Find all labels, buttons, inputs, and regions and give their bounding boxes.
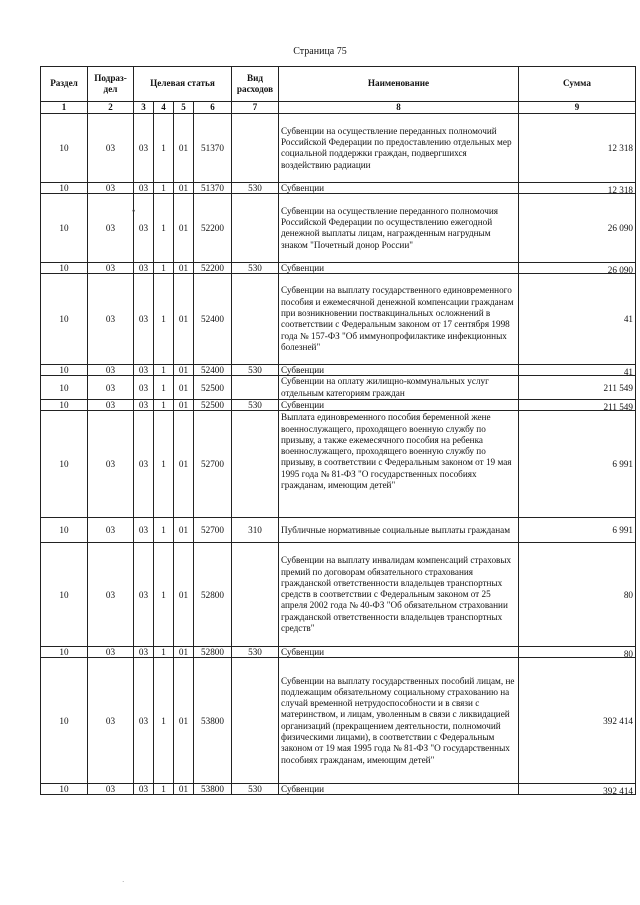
cell-target-part3: 01 <box>174 376 194 400</box>
cell-target-code: 52800 <box>194 647 232 658</box>
cell-podrazdel: 03 <box>88 658 134 784</box>
cell-target-part3: 01 <box>174 647 194 658</box>
table-row <box>41 647 636 658</box>
cell-naimenovanie: Субвенции на выплату государственного единовременного пособия и ежемесячной денежной компенсации гражданам при возникновении поствакцинальных осложнений в соответствии с Федеральным законом от 17 сентября 1998 года № 157-ФЗ "Об иммунопрофилактике инфекционных болезней" <box>279 274 519 365</box>
cell-target-part3: 01 <box>174 114 194 183</box>
cell-summa: 392 414 <box>519 658 636 784</box>
cell-summa <box>519 365 636 376</box>
cell-razdel: 10 <box>41 784 88 795</box>
column-number: 5 <box>174 102 194 114</box>
cell-vid-rashodov: 530 <box>232 183 279 194</box>
table-row <box>41 263 636 274</box>
cell-target-code: 52200 <box>194 263 232 274</box>
summa-value: 26 090 <box>607 265 633 274</box>
cell-target-code: 52700 <box>194 518 232 543</box>
cell-target-part3: 01 <box>174 365 194 376</box>
cell-target-part2: 1 <box>154 518 174 543</box>
cell-target-part3: 01 <box>174 274 194 365</box>
cell-podrazdel: 03 <box>88 263 134 274</box>
table-row <box>41 274 636 365</box>
cell-naimenovanie: Субвенции <box>279 400 519 411</box>
column-number: 9 <box>519 102 636 114</box>
table-row <box>41 194 636 263</box>
cell-target-part2: 1 <box>154 411 174 518</box>
header-summa: Сумма <box>519 67 636 102</box>
cell-target-code: 51370 <box>194 183 232 194</box>
cell-target-part1: 03 <box>134 518 154 543</box>
cell-target-code: 52400 <box>194 274 232 365</box>
table-row <box>41 400 636 411</box>
cell-target-part3: 01 <box>174 543 194 647</box>
cell-naimenovanie: Субвенции <box>279 263 519 274</box>
cell-razdel: 10 <box>41 274 88 365</box>
cell-naimenovanie: Субвенции <box>279 365 519 376</box>
header-vid-rashodov: Вид расходов <box>232 67 279 102</box>
cell-naimenovanie: Выплата единовременного пособия беременной жене военнослужащего, проходящего военную службу по призыву, а также ежемесячного пособия на ребенка военнослужащего, проходящего военную службу по призыву, в соответствии с Федеральным законом от 19 мая 1995 года № 81-ФЗ "О государственных пособиях гражданам, имеющим детей" <box>279 411 519 518</box>
header-naimenovanie: Наименование <box>279 67 519 102</box>
cell-target-part1: 03 <box>134 658 154 784</box>
cell-podrazdel: 03 <box>88 400 134 411</box>
table-row <box>41 658 636 784</box>
scan-mark-icon: • <box>132 206 136 216</box>
cell-target-part1: 03 <box>134 400 154 411</box>
cell-podrazdel: 03 <box>88 543 134 647</box>
table-header-row <box>41 67 636 102</box>
cell-naimenovanie: Субвенции на выплату инвалидам компенсаций страховых премий по договорам обязательного страхования гражданской ответственности владельцев транспортных средств в соответствии с Федеральным законом от 25 апреля 2002 года № 40-ФЗ "Об обязательном страховании гражданской ответственности владельцев транспортных средств" <box>279 543 519 647</box>
cell-target-part3: 01 <box>174 411 194 518</box>
cell-podrazdel: 03 <box>88 784 134 795</box>
cell-vid-rashodov <box>232 543 279 647</box>
cell-summa <box>519 400 636 411</box>
cell-target-code: 51370 <box>194 114 232 183</box>
header-celevaya-statya: Целевая статья <box>134 67 232 102</box>
cell-target-part1: 03 <box>134 274 154 365</box>
cell-summa: 6 991 <box>519 518 636 543</box>
cell-summa <box>519 263 636 274</box>
summa-value: 392 414 <box>603 786 633 795</box>
cell-target-part3: 01 <box>174 194 194 263</box>
table-row <box>41 183 636 194</box>
column-number: 7 <box>232 102 279 114</box>
cell-summa: 41 <box>519 274 636 365</box>
table-row <box>41 518 636 543</box>
table-row <box>41 114 636 183</box>
cell-target-part2: 1 <box>154 658 174 784</box>
cell-target-part1: 03 <box>134 543 154 647</box>
cell-naimenovanie: Субвенции на выплату государственных пособий лицам, не подлежащим обязательному социальному страхованию на случай временной нетрудоспособности и в связи с материнством, и лицам, уволенным в связи с ликвидацией организаций (прекращением деятельности, полномочий физическими лицами), в соответствии с Федеральным законом от 19 мая 1995 года № 81-ФЗ "О государственных пособиях гражданам, имеющим детей" <box>279 658 519 784</box>
header-razdel: Раздел <box>41 67 88 102</box>
cell-vid-rashodov: 530 <box>232 784 279 795</box>
cell-razdel: 10 <box>41 411 88 518</box>
cell-target-part1: 03 <box>134 263 154 274</box>
cell-target-code: 53800 <box>194 658 232 784</box>
summa-value: 80 <box>623 649 633 658</box>
cell-target-part2: 1 <box>154 400 174 411</box>
cell-target-part2: 1 <box>154 376 174 400</box>
cell-summa: 26 090 <box>519 194 636 263</box>
cell-vid-rashodov: 530 <box>232 400 279 411</box>
cell-target-part2: 1 <box>154 114 174 183</box>
cell-target-part1: 03 <box>134 647 154 658</box>
cell-razdel: 10 <box>41 263 88 274</box>
cell-summa: 80 <box>519 543 636 647</box>
cell-vid-rashodov <box>232 274 279 365</box>
cell-target-part3: 01 <box>174 518 194 543</box>
cell-target-code: 52400 <box>194 365 232 376</box>
page-number-header: Страница 75 <box>293 46 347 57</box>
cell-target-code: 53800 <box>194 784 232 795</box>
column-number: 4 <box>154 102 174 114</box>
cell-naimenovanie: Субвенции на оплату жилищно-коммунальных услуг отдельным категориям граждан <box>279 376 519 400</box>
cell-target-part1: 03 <box>134 376 154 400</box>
cell-podrazdel: 03 <box>88 114 134 183</box>
cell-target-part2: 1 <box>154 365 174 376</box>
cell-summa <box>519 183 636 194</box>
cell-target-code: 52800 <box>194 543 232 647</box>
cell-razdel: 10 <box>41 518 88 543</box>
table-row <box>41 543 636 647</box>
cell-target-part3: 01 <box>174 263 194 274</box>
cell-naimenovanie: Публичные нормативные социальные выплаты гражданам <box>279 518 519 543</box>
cell-summa <box>519 647 636 658</box>
cell-razdel: 10 <box>41 658 88 784</box>
cell-podrazdel: 03 <box>88 411 134 518</box>
cell-vid-rashodov <box>232 411 279 518</box>
cell-target-part3: 01 <box>174 658 194 784</box>
cell-target-part1: 03 <box>134 784 154 795</box>
cell-target-code: 52700 <box>194 411 232 518</box>
column-number: 1 <box>41 102 88 114</box>
cell-target-part1: 03 <box>134 183 154 194</box>
cell-razdel: 10 <box>41 543 88 647</box>
summa-value: 12 318 <box>607 185 633 194</box>
cell-target-code: 52500 <box>194 400 232 411</box>
cell-summa: 211 549 <box>519 376 636 400</box>
header-podrazdel: Подраз-дел <box>88 67 134 102</box>
column-number-row <box>41 102 636 114</box>
cell-vid-rashodov: 530 <box>232 647 279 658</box>
cell-podrazdel: 03 <box>88 365 134 376</box>
cell-naimenovanie: Субвенции <box>279 784 519 795</box>
cell-podrazdel: 03 <box>88 183 134 194</box>
cell-target-part2: 1 <box>154 647 174 658</box>
cell-razdel: 10 <box>41 114 88 183</box>
cell-razdel: 10 <box>41 376 88 400</box>
cell-podrazdel: 03 <box>88 647 134 658</box>
column-number: 3 <box>134 102 154 114</box>
cell-naimenovanie: Субвенции <box>279 647 519 658</box>
cell-target-part3: 01 <box>174 183 194 194</box>
cell-naimenovanie: Субвенции <box>279 183 519 194</box>
cell-razdel: 10 <box>41 400 88 411</box>
cell-target-code: 52500 <box>194 376 232 400</box>
cell-target-part2: 1 <box>154 543 174 647</box>
cell-razdel: 10 <box>41 194 88 263</box>
cell-target-part3: 01 <box>174 400 194 411</box>
scan-speck-icon: · <box>122 878 125 886</box>
cell-target-part3: 01 <box>174 784 194 795</box>
cell-target-code: 52200 <box>194 194 232 263</box>
cell-naimenovanie: Субвенции на осуществление переданных полномочий Российской Федерации по предоставлению отдельных мер социальной поддержки граждан, подвергшихся воздействию радиации <box>279 114 519 183</box>
cell-podrazdel: 03 <box>88 194 134 263</box>
cell-target-part2: 1 <box>154 183 174 194</box>
cell-vid-rashodov: 530 <box>232 263 279 274</box>
cell-razdel: 10 <box>41 365 88 376</box>
cell-summa: 12 318 <box>519 114 636 183</box>
cell-vid-rashodov <box>232 376 279 400</box>
cell-vid-rashodov: 530 <box>232 365 279 376</box>
column-number: 2 <box>88 102 134 114</box>
summa-value: 41 <box>623 367 633 376</box>
cell-summa <box>519 784 636 795</box>
table-row <box>41 411 636 518</box>
cell-vid-rashodov <box>232 114 279 183</box>
cell-summa: 6 991 <box>519 411 636 518</box>
column-number: 6 <box>194 102 232 114</box>
cell-target-part1: 03 <box>134 194 154 263</box>
cell-naimenovanie: Субвенции на осуществление переданного полномочия Российской Федерации по осуществлению ежегодной денежной выплаты лицам, награжденным нагрудным знаком "Почетный донор России" <box>279 194 519 263</box>
cell-target-part2: 1 <box>154 274 174 365</box>
cell-target-part2: 1 <box>154 784 174 795</box>
cell-podrazdel: 03 <box>88 376 134 400</box>
cell-razdel: 10 <box>41 183 88 194</box>
table-row <box>41 376 636 400</box>
cell-target-part2: 1 <box>154 263 174 274</box>
budget-table <box>40 66 636 795</box>
summa-value: 211 549 <box>603 402 633 411</box>
cell-vid-rashodov <box>232 658 279 784</box>
cell-razdel: 10 <box>41 647 88 658</box>
cell-vid-rashodov: 310 <box>232 518 279 543</box>
table-row <box>41 365 636 376</box>
cell-podrazdel: 03 <box>88 518 134 543</box>
cell-vid-rashodov <box>232 194 279 263</box>
cell-target-part1: 03 <box>134 114 154 183</box>
cell-podrazdel: 03 <box>88 274 134 365</box>
table-row <box>41 784 636 795</box>
column-number: 8 <box>279 102 519 114</box>
cell-target-part1: 03 <box>134 411 154 518</box>
cell-target-part2: 1 <box>154 194 174 263</box>
cell-target-part1: 03 <box>134 365 154 376</box>
